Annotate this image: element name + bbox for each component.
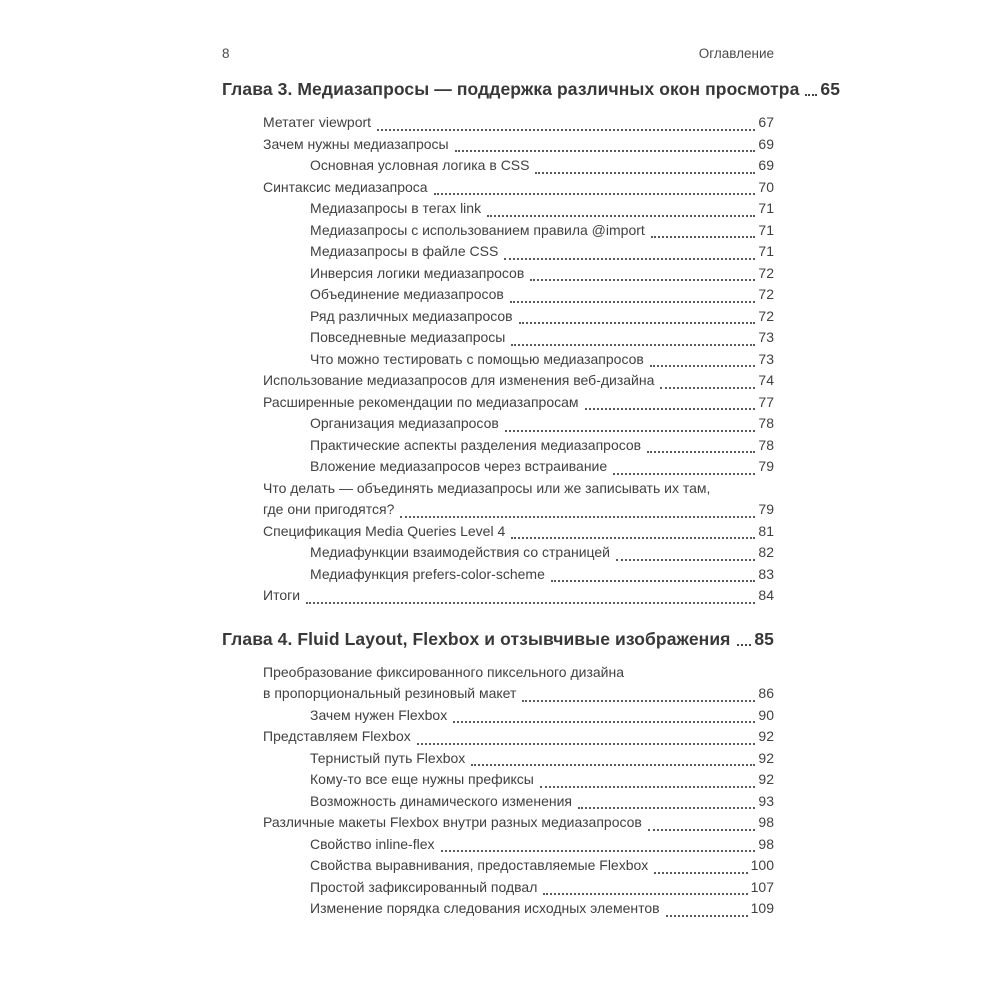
toc-entry (222, 220, 774, 242)
entry-text-line: Что делать — объединять медиазапросы или же записывать их там, (263, 479, 711, 496)
entry-page-number: 69 (758, 135, 774, 152)
entry-page-number: 98 (758, 814, 774, 830)
entry-last-line (310, 241, 774, 263)
entry-last-line (310, 263, 774, 285)
page-header (222, 46, 774, 61)
toc-chapter (222, 79, 841, 607)
dot-leader (441, 850, 756, 852)
entry-page-number: 93 (758, 792, 774, 809)
dot-leader (543, 893, 747, 895)
chapter-page-number: 85 (754, 628, 774, 649)
entry-text: Повседневные медиазапросы (310, 329, 506, 345)
toc-entry (222, 327, 774, 349)
entry-text: Различные макеты Flexbox внутри разных медиазапросов (263, 814, 642, 830)
entry-last-line (263, 812, 774, 834)
entry-last-line (310, 413, 774, 435)
entry-last-line (263, 585, 774, 607)
entry-page-number: 84 (758, 587, 774, 603)
dot-leader (647, 451, 755, 453)
entry-page-number: 100 (750, 857, 774, 873)
entry-last-line (263, 726, 774, 748)
dot-leader (511, 344, 755, 346)
dot-leader (650, 365, 756, 367)
entry-last-line (310, 877, 774, 899)
entry-text: Синтаксис медиазапроса (263, 178, 428, 195)
dot-leader (306, 602, 755, 604)
entry-last-line (310, 898, 774, 920)
entry-text: Медиазапросы в файле CSS (310, 243, 499, 259)
entry-page-number: 82 (758, 544, 774, 560)
toc-entry (222, 564, 774, 586)
entry-text: Свойства выравнивания, предоставляемые Flexbox (310, 857, 649, 873)
entry-last-line (310, 834, 774, 856)
toc-entry (222, 834, 774, 856)
toc-entry (222, 177, 774, 199)
toc-entry (222, 769, 774, 791)
entry-text: Медиафункции взаимодействия со страницей (310, 544, 611, 560)
entry-text: Вложение медиазапросов через встраивание (310, 458, 608, 474)
toc-entry (222, 413, 774, 435)
entry-page-number: 71 (758, 243, 774, 259)
dot-leader (805, 94, 817, 96)
entry-page-number: 71 (758, 200, 774, 216)
entry-last-line (310, 564, 774, 586)
entry-page-number: 77 (758, 393, 774, 410)
dot-leader (551, 580, 756, 582)
toc-entry (222, 112, 774, 134)
entry-text-line: Преобразование фиксированного пиксельного дизайна (263, 663, 624, 680)
dot-leader (578, 807, 755, 809)
entry-text: Организация медиазапросов (310, 415, 499, 431)
toc-entry (222, 521, 774, 543)
entry-text: Медиазапросы в тегах link (310, 200, 482, 216)
chapter-heading (222, 79, 841, 100)
entry-text: Возможность динамического изменения (310, 792, 572, 809)
entry-text: в пропорциональный резиновый макет (263, 685, 517, 701)
entry-text: Зачем нужен Flexbox (310, 706, 448, 723)
dot-leader (504, 258, 755, 260)
chapter-title: Глава 3. Медиазапросы — поддержка различных окон просмотра (222, 79, 800, 99)
toc-entry (222, 284, 774, 306)
toc-entry (222, 370, 774, 392)
entry-text: Свойство inline-flex (310, 835, 435, 852)
entry-page-number: 98 (758, 835, 774, 852)
entry-page-number: 86 (758, 685, 774, 701)
entry-page-number: 78 (758, 436, 774, 453)
entry-page-number: 81 (758, 522, 774, 539)
dot-leader (510, 301, 756, 303)
toc-entry (222, 726, 774, 748)
running-title: Оглавление (698, 46, 774, 61)
toc-entry (222, 306, 774, 328)
entry-last-line (310, 705, 774, 727)
entry-page-number: 72 (758, 264, 774, 281)
entry-last-line (263, 370, 774, 392)
entry-text: Представляем Flexbox (263, 728, 411, 744)
entry-page-number: 73 (758, 350, 774, 367)
entry-text: Расширенные рекомендации по медиазапросам (263, 393, 579, 410)
entry-page-number: 74 (758, 372, 774, 388)
entry-text: Инверсия логики медиазапросов (310, 264, 525, 281)
dot-leader (519, 322, 756, 324)
entry-last-line (310, 855, 774, 877)
toc-entry (222, 263, 774, 285)
dot-leader (505, 430, 756, 432)
entry-last-line (310, 542, 774, 564)
entry-last-line (310, 349, 774, 371)
toc-entry (222, 898, 774, 920)
chapter-page-number: 65 (820, 79, 841, 99)
toc-entry (222, 877, 774, 899)
toc-entry (222, 456, 774, 478)
entry-page-number: 90 (758, 706, 774, 723)
toc-entry (222, 812, 774, 834)
entry-last-line (263, 134, 774, 156)
entry-last-line (263, 683, 774, 705)
entry-last-line (263, 177, 774, 199)
entry-page-number: 73 (758, 329, 774, 345)
entry-page-number: 92 (758, 771, 774, 787)
entry-text: Зачем нужны медиазапросы (263, 135, 449, 152)
entry-last-line (310, 748, 774, 770)
entry-text: Что можно тестировать с помощью медиазапросов (310, 350, 644, 367)
dot-leader (511, 537, 755, 539)
entry-text: Основная условная логика в CSS (310, 157, 530, 173)
dot-leader (522, 700, 755, 702)
dot-leader (616, 559, 755, 561)
dot-leader (540, 786, 756, 788)
toc-entry (222, 198, 774, 220)
entry-last-line (310, 456, 774, 478)
entry-text: где они пригодятся? (263, 501, 395, 517)
toc-chapter (222, 629, 774, 920)
entry-last-line (310, 284, 774, 306)
entry-last-line (310, 435, 774, 457)
dot-leader (400, 516, 755, 518)
dot-leader (487, 215, 755, 217)
dot-leader (660, 387, 755, 389)
entry-page-number: 67 (758, 114, 774, 130)
entry-text: Спецификация Media Queries Level 4 (263, 522, 506, 539)
dot-leader (417, 743, 756, 745)
entry-last-line (310, 198, 774, 220)
entry-text: Медиазапросы с использованием правила @import (310, 221, 645, 238)
entry-page-number: 71 (758, 221, 774, 238)
entry-text: Объединение медиазапросов (310, 286, 504, 302)
entry-text: Кому-то все еще нужны префиксы (310, 771, 534, 787)
dot-leader (654, 872, 747, 874)
entry-text: Медиафункция prefers-color-scheme (310, 565, 545, 582)
toc-entry (222, 241, 774, 263)
toc-entry (222, 705, 774, 727)
dot-leader (666, 915, 748, 917)
entry-last-line (263, 499, 774, 521)
page-number: 8 (222, 46, 230, 61)
entry-last-line (263, 521, 774, 543)
entry-page-number: 72 (758, 286, 774, 302)
entry-text: Изменение порядка следования исходных элементов (310, 900, 660, 916)
toc-entry (222, 134, 774, 156)
dot-leader (535, 172, 755, 174)
toc-entry (222, 748, 774, 770)
toc-entry (222, 791, 774, 813)
entry-text: Практические аспекты разделения медиазапросов (310, 436, 642, 453)
toc-entry (222, 349, 774, 371)
toc (222, 79, 841, 920)
dot-leader (613, 473, 755, 475)
toc-entry (222, 585, 774, 607)
toc-entry (222, 855, 774, 877)
entry-last-line (310, 220, 774, 242)
dot-leader (434, 193, 756, 195)
entry-text: Использование медиазапросов для изменения веб-дизайна (263, 372, 655, 388)
entry-page-number: 92 (758, 749, 774, 766)
toc-entry (222, 478, 774, 521)
entry-page-number: 79 (758, 501, 774, 517)
entry-last-line (263, 112, 774, 134)
entry-page-number: 83 (758, 565, 774, 582)
entry-page-number: 92 (758, 728, 774, 744)
entry-page-number: 79 (758, 458, 774, 474)
entry-text: Простой зафиксированный подвал (310, 878, 538, 895)
dot-leader (530, 279, 755, 281)
toc-entry (222, 542, 774, 564)
entry-page-number: 72 (758, 307, 774, 324)
dot-leader (648, 829, 756, 831)
dot-leader (471, 764, 755, 766)
dot-leader (651, 236, 756, 238)
dot-leader (453, 721, 755, 723)
dot-leader (585, 408, 756, 410)
entry-page-number: 69 (758, 157, 774, 173)
entry-last-line (310, 791, 774, 813)
entry-text: Итоги (263, 587, 301, 603)
dot-leader (737, 644, 752, 646)
toc-entry (222, 662, 774, 705)
toc-entry (222, 435, 774, 457)
entry-text: Ряд различных медиазапросов (310, 307, 513, 324)
entry-last-line (310, 769, 774, 791)
toc-entry (222, 155, 774, 177)
entry-last-line (310, 155, 774, 177)
chapter-title: Глава 4. Fluid Layout, Flexbox и отзывчивые изображения (222, 628, 731, 649)
dot-leader (377, 129, 755, 131)
entry-last-line (310, 327, 774, 349)
entry-last-line (310, 306, 774, 328)
entry-page-number: 78 (758, 415, 774, 431)
entry-page-number: 107 (750, 878, 774, 895)
entry-text: Тернистый путь Flexbox (310, 749, 466, 766)
entry-text: Метатег viewport (263, 114, 372, 130)
dot-leader (455, 150, 756, 152)
toc-entry (222, 392, 774, 414)
entry-page-number: 70 (758, 178, 774, 195)
chapter-heading (222, 629, 774, 650)
entry-page-number: 109 (750, 900, 774, 916)
entry-last-line (263, 392, 774, 414)
